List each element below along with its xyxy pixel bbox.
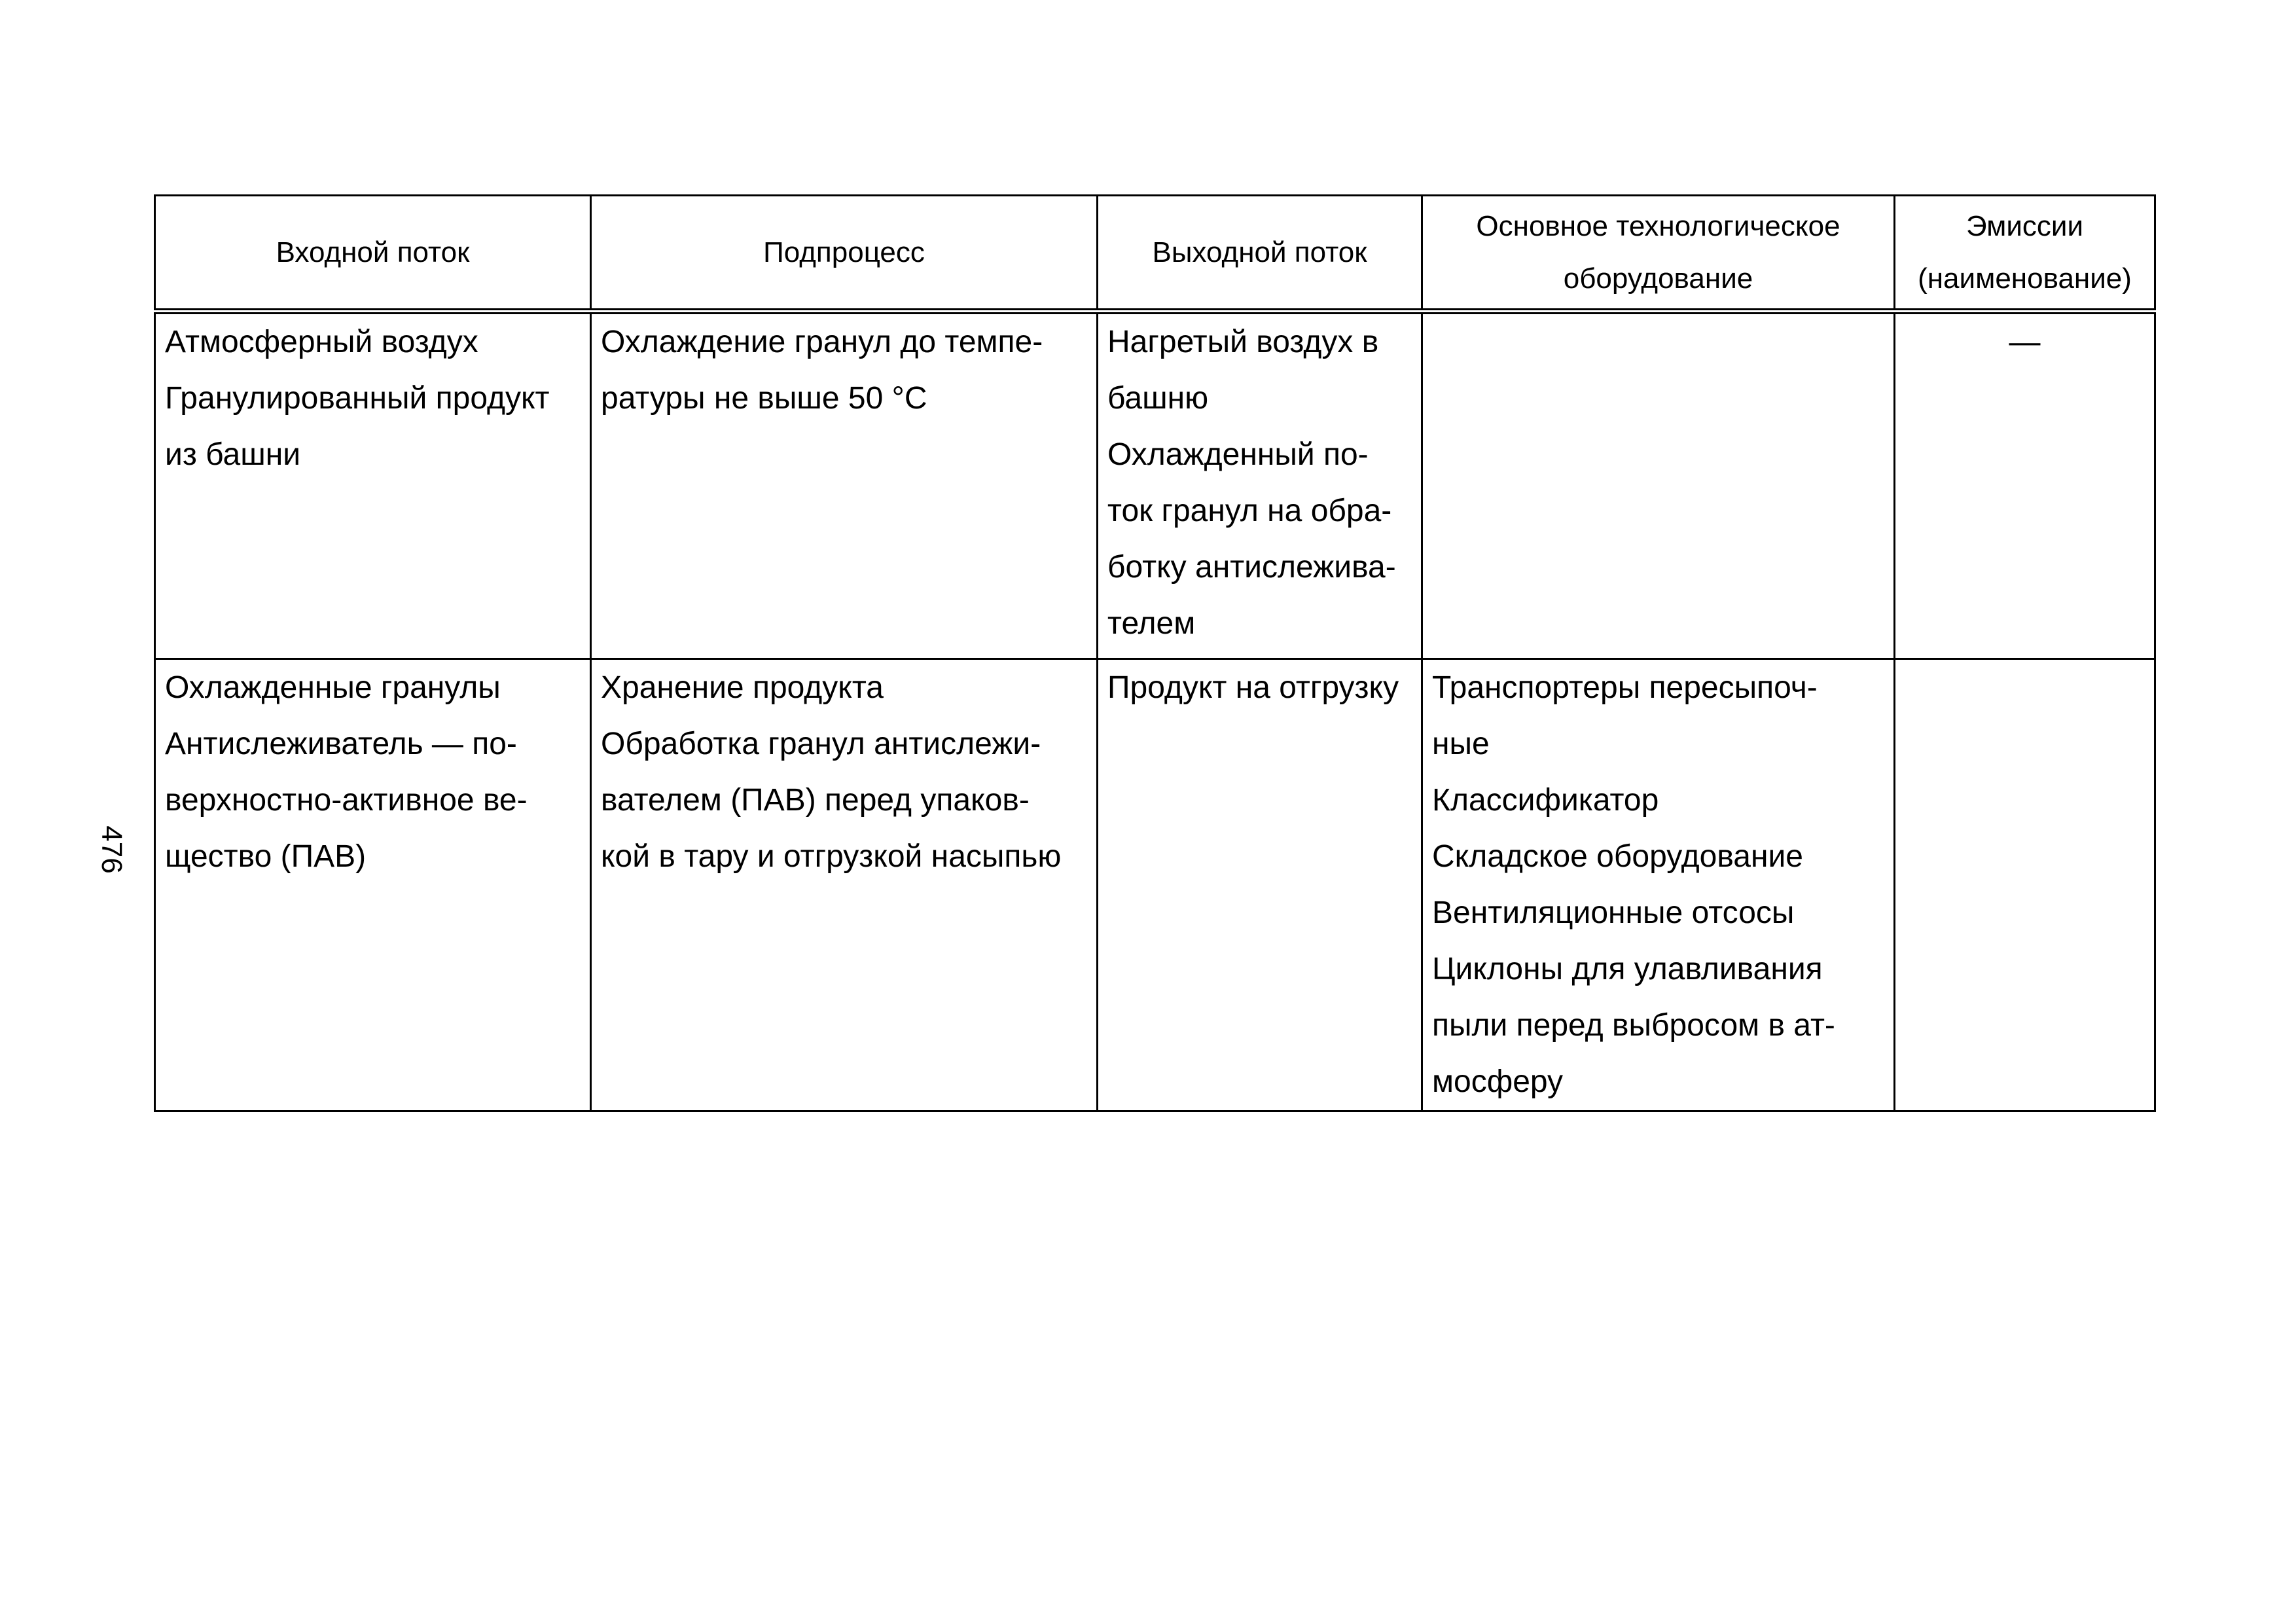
cell-line: кой в тару и отгрузкой насыпью (601, 839, 1062, 874)
cell-input-flow (155, 659, 591, 1111)
cell-line: верхностно-активное ве- (165, 783, 528, 818)
cell-line: ботку антислежива- (1107, 550, 1396, 585)
cell-line: — (2009, 325, 2041, 359)
cell-line: Классификатор (1432, 783, 1659, 818)
header-emissions (1895, 196, 2155, 312)
cell-output-flow (1098, 312, 1422, 659)
cell-line: ные (1432, 727, 1490, 761)
cell-output-flow (1098, 659, 1422, 1111)
cell-line: Охлажденный по- (1107, 437, 1369, 472)
cell-line: Атмосферный воздух (165, 325, 478, 359)
header-output-flow (1098, 196, 1422, 312)
cell-line: ратуры не выше 50 °С (601, 381, 927, 416)
table-row (155, 312, 2155, 659)
page-number: 476 (96, 825, 128, 874)
header-line: Подпроцесс (763, 236, 925, 268)
cell-line: Нагретый воздух в (1107, 325, 1379, 359)
cell-equipment (1422, 659, 1895, 1111)
header-line: Выходной поток (1152, 236, 1367, 268)
cell-emissions (1895, 659, 2155, 1111)
table-row (155, 659, 2155, 1111)
cell-subprocess (591, 312, 1098, 659)
cell-input-flow (155, 312, 591, 659)
cell-subprocess (591, 659, 1098, 1111)
header-line: оборудование (1563, 262, 1753, 295)
cell-line: ток гранул на обра- (1107, 494, 1392, 528)
header-line: Эмиссии (1965, 209, 2084, 242)
cell-line: башню (1107, 381, 1209, 416)
cell-line: Гранулированный продукт (165, 381, 550, 416)
cell-line: пыли перед выбросом в ат- (1432, 1008, 1835, 1043)
cell-line: Транспортеры пересыпоч- (1432, 670, 1818, 705)
cell-line: Охлажденные гранулы (165, 670, 501, 705)
cell-line: Продукт на отгрузку (1107, 670, 1399, 705)
header-line: Входной поток (276, 236, 470, 268)
cell-line: Обработка гранул антислежи- (601, 727, 1041, 761)
header-input-flow (155, 196, 591, 312)
process-table (154, 194, 2156, 1112)
cell-line: щество (ПАВ) (165, 839, 367, 874)
header-equipment (1422, 196, 1895, 312)
cell-equipment (1422, 312, 1895, 659)
header-line: (наименование) (1918, 262, 2132, 295)
cell-line: Антислеживатель — по- (165, 727, 517, 761)
cell-line: Складское оборудование (1432, 839, 1803, 874)
cell-line: вателем (ПАВ) перед упаков- (601, 783, 1030, 818)
table-header-row (155, 196, 2155, 312)
cell-line: Вентиляционные отсосы (1432, 895, 1795, 930)
header-line: Основное технологическое (1476, 209, 1840, 242)
cell-line: Хранение продукта (601, 670, 884, 705)
header-subprocess (591, 196, 1098, 312)
cell-line: Охлаждение гранул до темпе- (601, 325, 1043, 359)
cell-line: мосферу (1432, 1064, 1564, 1099)
cell-emissions (1895, 312, 2155, 659)
cell-line: Циклоны для улавливания (1432, 952, 1823, 986)
cell-line: из башни (165, 437, 301, 472)
cell-line: телем (1107, 606, 1196, 641)
